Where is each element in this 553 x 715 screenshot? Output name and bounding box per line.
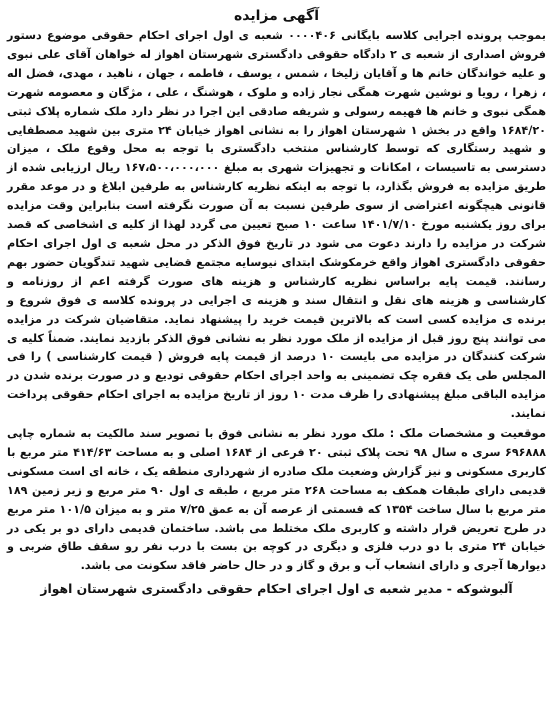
signature-line: آلبوشوکه - مدیر شعبه ی اول اجرای احکام حقوقی دادگستری شهرستان اهواز bbox=[40, 581, 513, 597]
main-paragraph: بموجب پرونده اجرایی کلاسه بایگانی ۰۰۰۰۴۰۶ شعبه ی اول اجرای احکام حقوقی موضوع دستور فروش اصداری از شعبه ی ۲ دادگاه حقوقی دادگستری شهرستان اهواز له خواهان آقای علی نبوی و علیه خواندگان خانم ها و آقایان زلیخا ، شمس ، یوسف ، فاطمه ، جهان ، ناهید ، مهدی، فضل اله ، زهرا ، رویا و نوشین شهرت همگی نجار زاده و ملوک ، هوشنگ ، علی ، مژگان و معصومه شهرت همگی نبوی و خانم ها فهیمه رسولی و شریفه صادقی این اجرا در نظر دارد ملک شماره پلاک ثبتی ۱۶۸۴/۲۰ واقع در بخش ۱ شهرستان اهواز را به نشانی اهواز خیابان ۲۴ متری بین شهید مصطفایی و شهید رستگاری که توسط کارشناس منتخب دادگستری با توجه به محل وقوع ملک ، میزان دسترسی به تاسیسات ، امکانات و تجهیزات شهری به مبلغ ۱۶۷،۵۰۰،۰۰۰،۰۰۰ ریال ارزیابی شده از طریق مزایده به فروش بگذارد، با توجه به اینکه نظریه کارشناس به طرفین ابلاغ و در موعد مقرر قانونی هیچگونه اعتراضی از سوی طرفین نسبت به آن صورت نگرفته است بنابراین وقت مزایده برای روز یکشنبه مورخ ۱۴۰۱/۷/۱۰ ساعت ۱۰ صبح تعیین می گردد لهذا از کلیه ی اشخاصی که قصد شرکت در مزایده را دارند دعوت می شود در تاریخ فوق الذکر در محل شعبه ی اول اجرای احکام حقوقی دادگستری اهواز واقع خرمکوشک ابتدای نیوسایه مجتمع قضایی شهید تندگویان حضور بهم رسانند. قیمت پایه براساس نظریه کارشناس و هزینه های صورت گرفته اعم از روزنامه و کارشناسی و هزینه های نقل و انتقال سند و هزینه ی اجرایی در پرونده کلاسه ی فوق شروع و برنده ی مزایده کسی است که بالاترین قیمت خرید را پیشنهاد نماید. متقاضیان شرکت در مزایده می توانند پنج روز قبل از مزایده از ملک مورد نظر به نشانی فوق الذکر بازدید نمایند. ضمناً کلیه ی شرکت کنندگان در مزایده می بایست ۱۰ درصد از قیمت پایه فروش ( قیمت کارشناسی ) را فی المجلس طی یک فقره چک تضمینی به واحد اجرای احکام حقوقی تودیع و در صورت برنده شدن در مزایده الباقی مبلغ پیشنهادی را ظرف مدت ۱۰ روز از تاریخ مزایده به اجرای احکام حقوقی پرداخت نمایند. bbox=[7, 29, 546, 421]
notice-body bbox=[7, 27, 546, 576]
notice-title: آگهی مزایده bbox=[233, 8, 319, 24]
property-paragraph: ملک مورد نظر به نشانی فوق با تصویر سند مالکیت به شماره چاپی ۶۹۶۸۸۸ سری ه سال ۹۸ تحت پلاک ثبتی ۲۰ فرعی از ۱۶۸۴ اصلی و به مساحت ۴۱۴/۶۳ متر مربع با کاربری مسکونی و نیز گزارش وضعیت ملک صادره از شهرداری منطقه یک ، خانه ای است مسکونی قدیمی دارای طبقات همکف به مساحت ۲۶۸ متر مربع ، طبقه ی اول ۹۰ متر مربع و زیر زمین ۱۸۹ متر مربع با سال ساخت ۱۳۵۴ که قسمتی از عرصه آن به عمق ۷/۲۵ متر و به میزان ۱۰۱/۵ متر مربع در طرح تعریض قرار داشته و کاربری ملک مختلط می باشد. ساختمان قدیمی دارای دو بر یکی در خیابان ۲۴ متری با دو درب فلزی و دیگری در کوچه بن بست با درب نفر رو سقف طاق ضربی و دیوارها آجری و دارای انشعاب آب و برق و گاز و در حال حاضر فاقد سکونت می باشد. bbox=[7, 427, 547, 573]
property-section-heading: موقعیت و مشخصات ملک : bbox=[389, 426, 546, 441]
